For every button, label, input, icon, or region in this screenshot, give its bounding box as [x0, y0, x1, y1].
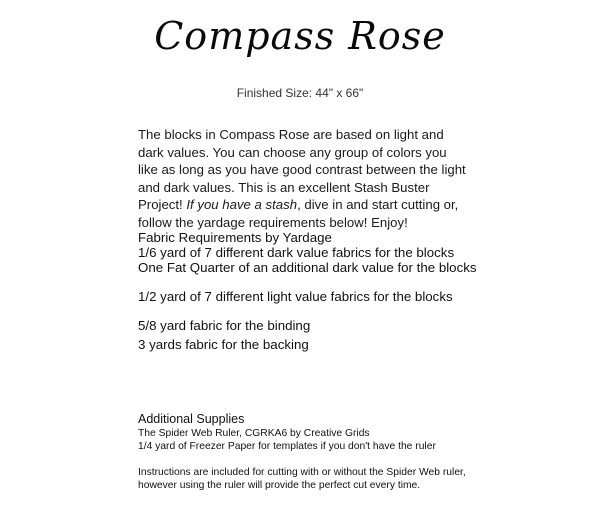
- fabric-heading: Fabric Requirements by Yardage: [138, 230, 332, 245]
- fabric-item: One Fat Quarter of an additional dark value for the blocks: [138, 260, 477, 275]
- supply-item: 1/4 yard of Freezer Paper for templates if you don't have the ruler: [138, 441, 436, 452]
- intro-text-end: , dive in and start cutting or, follow the yardage requirements below! Enjoy!: [138, 197, 459, 230]
- fabric-item: 1/2 yard of 7 different light value fabrics for the blocks: [138, 289, 453, 304]
- intro-paragraph: [138, 126, 468, 231]
- intro-italic-text: If you have a stash: [186, 197, 298, 212]
- supply-item: The Spider Web Ruler, CGRKA6 by Creative Grids: [138, 428, 370, 439]
- instructions-note: Instructions are included for cutting with or without the Spider Web ruler,: [138, 467, 466, 478]
- supplies-heading: Additional Supplies: [138, 412, 245, 426]
- intro-text: The blocks in Compass Rose are based on light and dark values. You can choose any group of colors you like as long as you have good contrast between the light and dark values. This is an excellent Stash Buster Project!: [138, 127, 466, 212]
- finished-size: Finished Size: 44" x 66": [236, 86, 364, 100]
- fabric-item: 1/6 yard of 7 different dark value fabrics for the blocks: [138, 245, 455, 260]
- fabric-item: 5/8 yard fabric for the binding: [138, 318, 311, 333]
- fabric-item: 3 yards fabric for the backing: [138, 337, 309, 352]
- instructions-note: however using the ruler will provide the perfect cut every time.: [138, 480, 421, 491]
- page-title: Compass Rose: [154, 14, 446, 58]
